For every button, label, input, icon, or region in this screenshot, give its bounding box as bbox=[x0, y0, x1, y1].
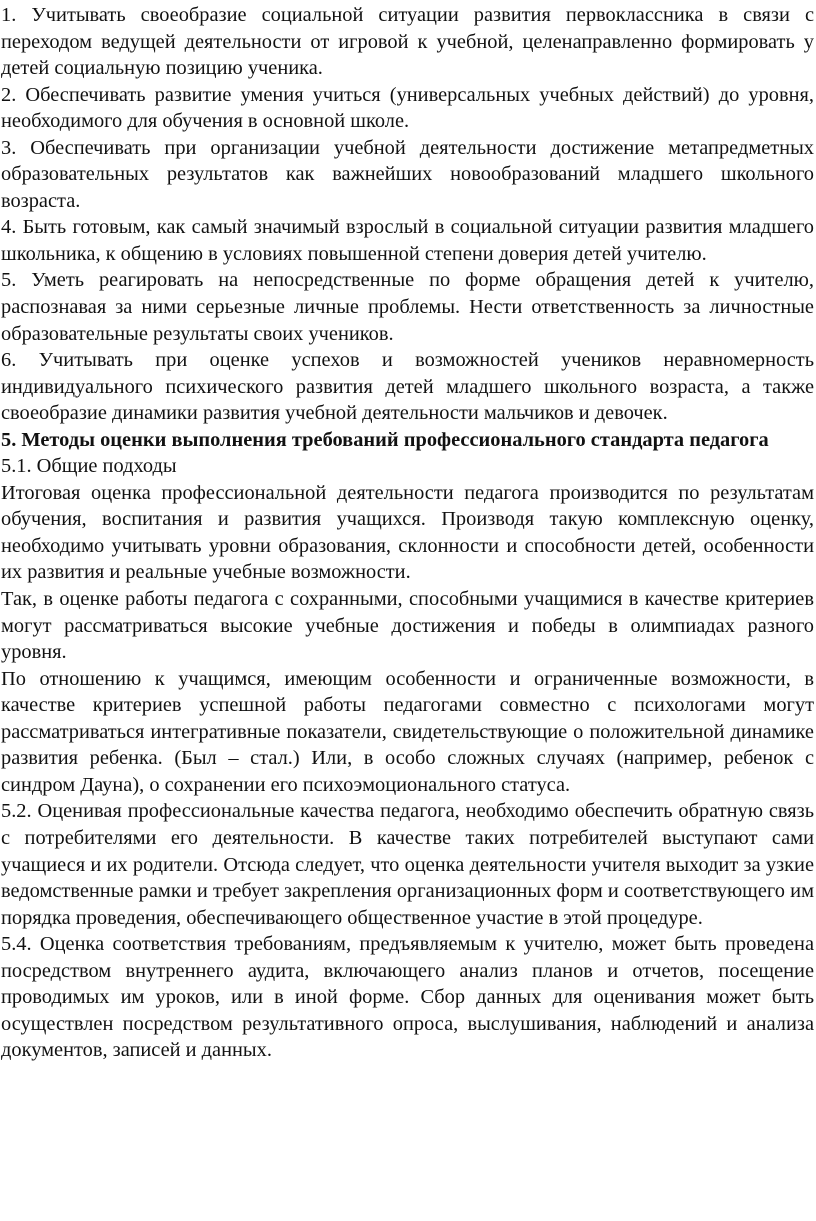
paragraph-item-1: 1. Учитывать своеобразие социальной ситуации развития первоклассника в связи с переходом ведущей деятельности от игровой к учебной, целенаправленно формировать у детей социальную позицию ученика. bbox=[1, 4, 814, 80]
paragraph-item-4: 4. Быть готовым, как самый значимый взрослый в социальной ситуации развития младшего школьника, к общению в условиях повышенной степени доверия детей учителю. bbox=[1, 216, 814, 265]
subsection-title: 5.1. Общие подходы bbox=[1, 455, 177, 478]
paragraph-audit: 5.4. Оценка соответствия требованиям, предъявляемым к учителю, может быть проведена посредством внутреннего аудита, включающего анализ планов и отчетов, посещение проводимых им уроков, или в иной форме. Сбор данных для оценивания может быть осуществлен посредством результативного опроса, выслушивания, наблюдений и анализа документов, записей и данных. bbox=[1, 933, 814, 1062]
paragraph-item-2: 2. Обеспечивать развитие умения учиться (универсальных учебных действий) до уровня, необходимого для обучения в основной школе. bbox=[1, 83, 814, 133]
section-heading: 5. Методы оценки выполнения требований профессионального стандарта педагога bbox=[1, 428, 769, 451]
paragraph-item-5: 5. Уметь реагировать на непосредственные по форме обращения детей к учителю, распознавая за ними серьезные личные проблемы. Нести ответственность за личностные образовательные результаты своих учеников. bbox=[1, 269, 814, 345]
paragraph-capable-students: Так, в оценке работы педагога с сохранными, способными учащимися в качестве критериев могут рассматриваться высокие учебные достижения и победы в олимпиадах разного уровня. bbox=[1, 588, 814, 664]
paragraph-special-needs: По отношению к учащимся, имеющим особенности и ограниченные возможности, в качестве критериев успешной работы педагогами совместно с психологами могут рассматриваться интегративные показатели, свидетельствующие о положительной динамике развития ребенка. (Был – стал.) Или, в особо сложных случаях (например, ребенок с синдром Дауна), о сохранении его психоэмоционального статуса. bbox=[1, 667, 814, 796]
paragraph-final-assessment: Итоговая оценка профессиональной деятельности педагога производится по результатам обучения, воспитания и развития учащихся. Производя такую комплексную оценку, необходимо учитывать уровни образования, склонности и способности детей, особенности их развития и реальные учебные возможности. bbox=[1, 481, 814, 584]
paragraph-item-6: 6. Учитывать при оценке успехов и возможностей учеников неравномерность индивидуального психического развития детей младшего школьного возраста, а также своеобразие динамики развития учебной деятельности мальчиков и девочек. bbox=[1, 349, 814, 425]
paragraph-feedback: 5.2. Оценивая профессиональные качества педагога, необходимо обеспечить обратную связь с потребителями его деятельности. В качестве таких потребителей выступают сами учащиеся и их родители. Отсюда следует, что оценка деятельности учителя выходит за узкие ведомственные рамки и требует закрепления организационных форм и соответствующего им порядка проведения, обеспечивающего общественное участие в этой процедуре. bbox=[1, 800, 814, 929]
paragraph-item-3: 3. Обеспечивать при организации учебной деятельности достижение метапредметных образовательных результатов как важнейших новообразований младшего школьного возраста. bbox=[1, 136, 814, 212]
